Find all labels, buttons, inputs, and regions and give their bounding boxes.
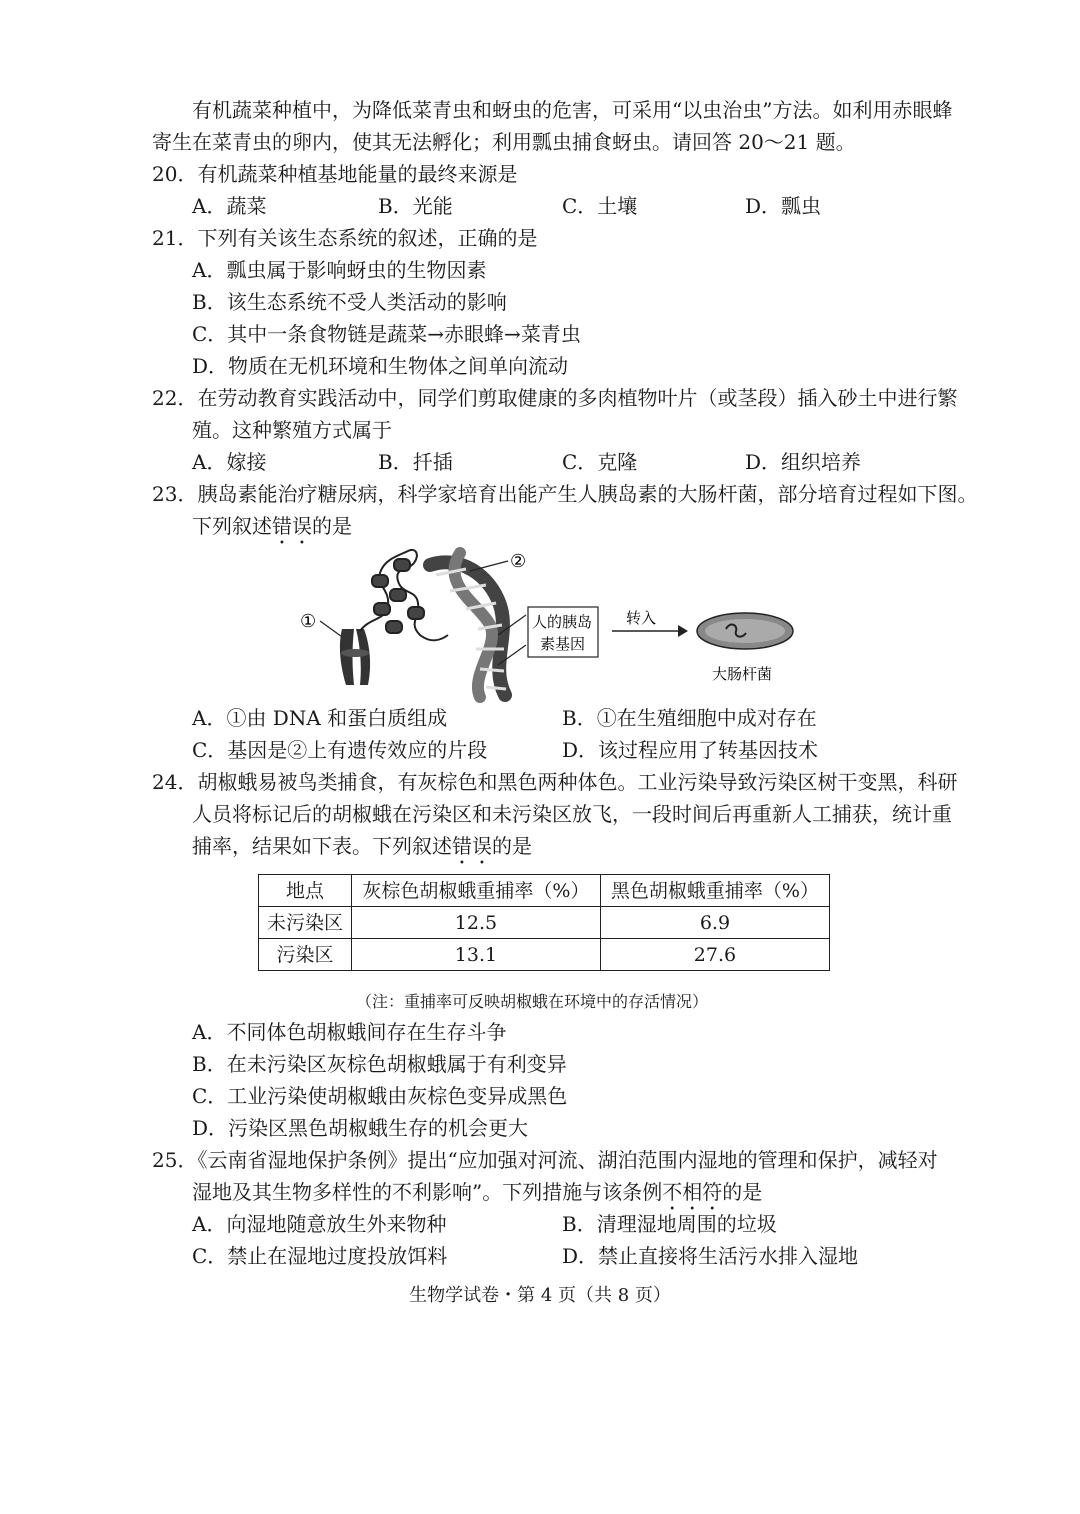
page-footer: 生物学试卷・第 4 页（共 8 页） [409,1285,671,1306]
table-cell: 6.9 [600,907,829,939]
recapture-rate-table [258,874,830,971]
q23-option-d: D．该过程应用了转基因技术 [562,738,819,762]
arrow-right-icon [678,625,688,637]
q21-option-c: C．其中一条食物链是蔬菜→赤眼蜂→菜青虫 [192,322,581,346]
gene-label-line-2: 素基因 [540,635,586,653]
intro-line-2: 寄生在菜青虫的卵内，使其无法孵化；利用瓢虫捕食蚜虫。请回答 20～21 题。 [152,130,856,154]
q20-option-c: C．土壤 [562,194,638,218]
q25-option-d: D．禁止直接将生活污水排入湿地 [562,1244,859,1268]
question-22-stem-line-1: 22．在劳动教育实践活动中，同学们剪取健康的多肉植物叶片（或茎段）插入砂土中进行繁 [152,386,958,410]
q22-option-d: D．组织培养 [745,450,862,474]
table-cell: 27.6 [600,939,829,971]
q21-option-d: D．物质在无机环境和生物体之间单向流动 [192,354,569,378]
question-23-stem-line-1: 23．胰岛素能治疗糖尿病，科学家培育出能产生人胰岛素的大肠杆菌，部分培育过程如下图。 [152,482,978,506]
q22-option-b: B．扦插 [378,450,453,474]
transfer-label: 转入 [626,609,657,627]
question-24-stem-line-1: 24．胡椒蛾易被鸟类捕食，有灰棕色和黑色两种体色。工业污染导致污染区树干变黑，科研 [152,770,958,794]
question-24-stem-line-3 [192,830,532,869]
question-22-stem-line-2: 殖。这种繁殖方式属于 [192,418,392,442]
q24-stem-text: 捕率，结果如下表。下列叙述 [192,834,452,858]
q23-stem-text-end: 的是 [312,514,352,538]
table-header-location: 地点 [259,875,352,907]
q24-option-d: D．污染区黑色胡椒蛾生存的机会更大 [192,1116,529,1140]
table-cell: 12.5 [352,907,601,939]
q24-emphasis-wrong: 错误 [452,834,492,858]
q22-option-c: C．克隆 [562,450,638,474]
question-20-stem: 20．有机蔬菜种植基地能量的最终来源是 [152,162,518,186]
q20-option-b: B．光能 [378,194,453,218]
table-row [259,907,830,939]
table-cell: 未污染区 [259,907,352,939]
q25-emphasis-not-consistent: 不相符 [662,1180,723,1204]
q25-stem-text: 湿地及其生物多样性的不利影响”。下列措施与该条例 [192,1180,663,1204]
q21-option-b: B．该生态系统不受人类活动的影响 [192,290,507,314]
q24-option-b: B．在未污染区灰棕色胡椒蛾属于有利变异 [192,1052,567,1076]
question-23-stem-line-2 [192,510,352,549]
q24-stem-text-end: 的是 [492,834,532,858]
q24-option-a: A．不同体色胡椒蛾间存在生存斗争 [192,1020,507,1044]
q21-option-a: A．瓢虫属于影响蚜虫的生物因素 [192,258,487,282]
q20-option-a: A．蔬菜 [192,194,267,218]
q23-option-a: A．①由 DNA 和蛋白质组成 [192,706,448,730]
gene-label-line-1: 人的胰岛 [532,613,593,631]
bacteria-label: 大肠杆菌 [712,665,773,683]
q23-emphasis-wrong: 错误 [272,514,312,538]
table-header-black: 黑色胡椒蛾重捕率（%） [600,875,829,907]
q25-option-a: A．向湿地随意放生外来物种 [192,1212,447,1236]
q23-option-c: C．基因是②上有遗传效应的片段 [192,738,488,762]
q20-option-d: D．瓢虫 [745,194,822,218]
dna-double-helix [430,553,506,697]
table-header-gray-brown: 灰棕色胡椒蛾重捕率（%） [352,875,601,907]
table-row [259,939,830,971]
table-header-row [259,875,830,907]
intro-line-1: 有机蔬菜种植中，为降低菜青虫和蚜虫的危害，可采用“以虫治虫”方法。如利用赤眼蜂 [192,98,953,122]
q23-stem-text: 下列叙述 [192,514,272,538]
question-25-stem-line-1: 25．《云南省湿地保护条例》提出“应加强对河流、湖泊范围内湿地的管理和保护，减轻对 [152,1148,938,1172]
q23-option-b: B．①在生殖细胞中成对存在 [562,706,817,730]
figure-label-chromosome: ① [300,611,317,632]
table-note: （注：重捕率可反映胡椒蛾在环境中的存活情况） [356,992,709,1011]
figure-label-dna: ② [510,551,527,572]
e-coli-bacterium-icon [697,613,793,649]
question-21-stem: 21．下列有关该生态系统的叙述，正确的是 [152,226,538,250]
q25-option-c: C．禁止在湿地过度投放饵料 [192,1244,448,1268]
table-cell: 污染区 [259,939,352,971]
q25-option-b: B．清理湿地周围的垃圾 [562,1212,777,1236]
gene-transfer-figure [290,545,810,705]
q25-stem-text-end: 的是 [722,1180,763,1204]
table-cell: 13.1 [352,939,601,971]
chromosome-shape [340,629,370,685]
q22-option-a: A．嫁接 [192,450,267,474]
q24-option-c: C．工业污染使胡椒蛾由灰棕色变异成黑色 [192,1084,568,1108]
question-24-stem-line-2: 人员将标记后的胡椒蛾在污染区和未污染区放飞，一段时间后再重新人工捕获，统计重 [192,802,952,826]
